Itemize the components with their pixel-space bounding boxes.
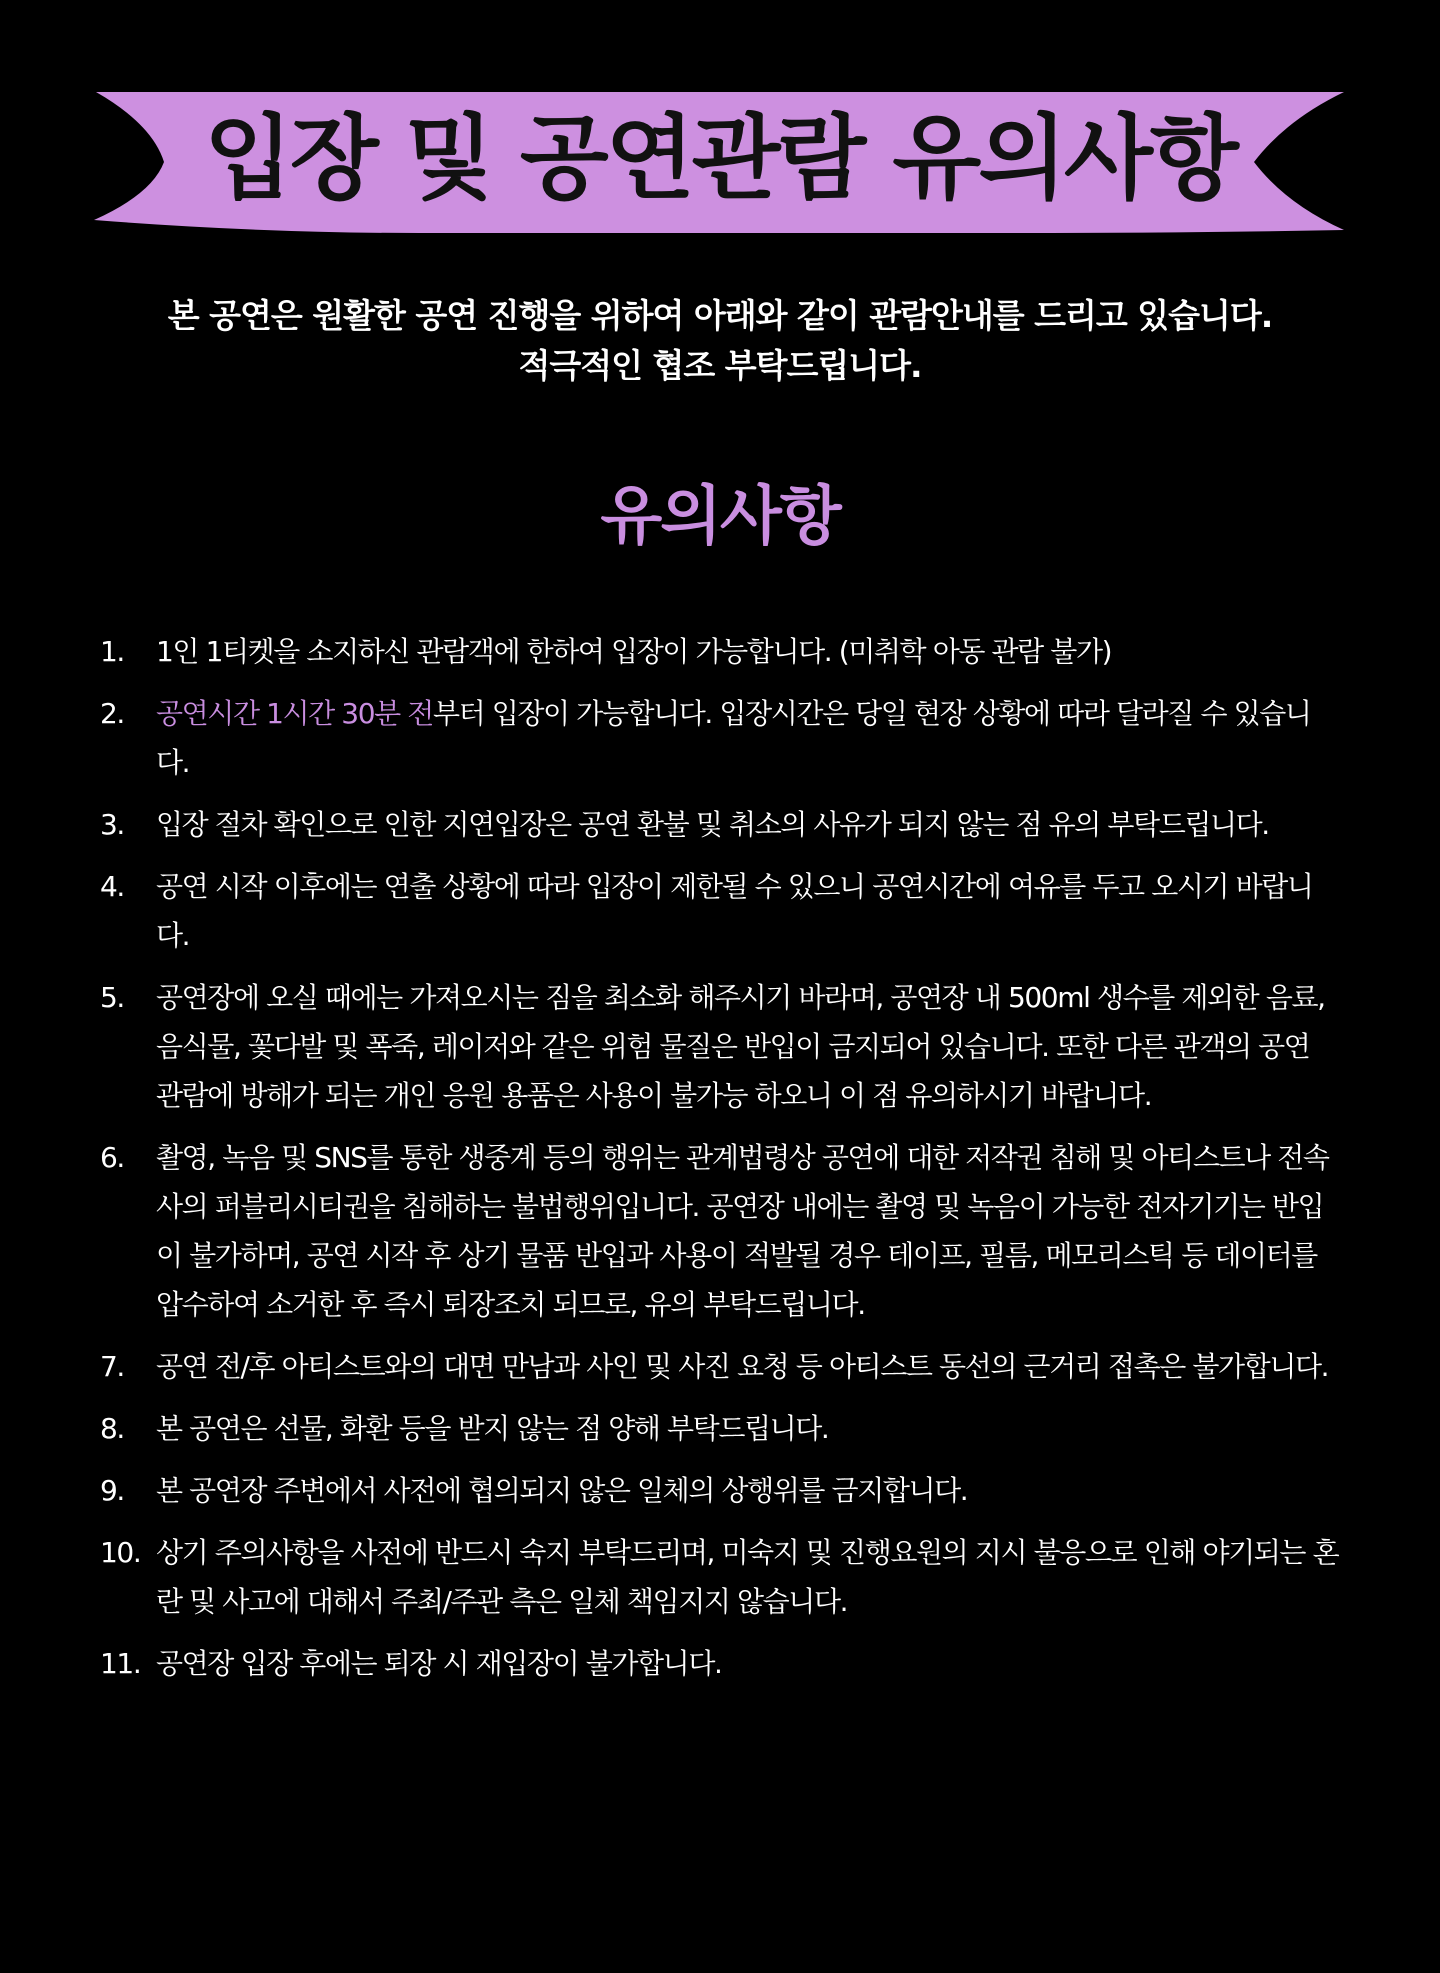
notice-number: 7. — [100, 1350, 124, 1383]
notice-number: 3. — [100, 808, 124, 841]
notice-text: 공연장에 오실 때에는 가져오시는 짐을 최소화 해주시기 바라며, 공연장 내 500ml 생수를 제외한 음료, 음식물, 꽃다발 및 폭죽, 레이저와 같은 위험 물질은 반입이 금지되어 있습니다. 또한 다른 관객의 공연 관람에 방해가 되는 개인 응원 용품은 사용이 불가능 하오니 이 점 유의하시기 바랍니다. — [156, 981, 1325, 1112]
intro-line-2: 적극적인 협조 부탁드립니다. — [518, 346, 922, 385]
notice-text: 본 공연은 선물, 화환 등을 받지 않는 점 양해 부탁드립니다. — [156, 1412, 829, 1445]
notice-number: 9. — [100, 1474, 124, 1507]
notice-number: 1. — [100, 635, 124, 668]
notice-item-6 — [100, 1133, 1340, 1329]
notice-text-rest: 부터 입장이 가능합니다. 입장시간은 당일 현장 상황에 따라 달라질 수 있습니다. — [156, 697, 1311, 779]
notice-number: 8. — [100, 1412, 124, 1445]
notice-number: 11. — [100, 1647, 141, 1680]
highlighted-time: 공연시간 1시간 30분 전 — [156, 697, 433, 730]
notice-number: 6. — [100, 1141, 124, 1174]
notice-item-10 — [100, 1528, 1340, 1626]
notice-number: 2. — [100, 697, 124, 730]
section-heading: 유의사항 — [600, 480, 840, 554]
notice-text: 공연 시작 이후에는 연출 상황에 따라 입장이 제한될 수 있으니 공연시간에 여유를 두고 오시기 바랍니다. — [156, 870, 1313, 952]
intro-text — [0, 291, 1440, 391]
notice-text: 촬영, 녹음 및 SNS를 통한 생중계 등의 행위는 관계법령상 공연에 대한 저작권 침해 및 아티스트나 전속사의 퍼블리시티권을 침해하는 불법행위입니다. 공연장 내에는 촬영 및 녹음이 가능한 전자기기는 반입이 불가하며, 공연 시작 후 상기 물품 반입과 사용이 적발될 경우 테이프, 필름, 메모리스틱 등 데이터를 압수하여 소거한 후 즉시 퇴장조치 되므로, 유의 부탁드립니다. — [156, 1141, 1329, 1321]
notice-item-7 — [100, 1342, 1340, 1391]
notice-text: 본 공연장 주변에서 사전에 협의되지 않은 일체의 상행위를 금지합니다. — [156, 1474, 968, 1507]
notice-text: 1인 1티켓을 소지하신 관람객에 한하여 입장이 가능합니다. (미취학 아동 관람 불가) — [156, 635, 1112, 668]
notice-text: 공연 전/후 아티스트와의 대면 만남과 사인 및 사진 요청 등 아티스트 동선의 근거리 접촉은 불가합니다. — [156, 1350, 1329, 1383]
notice-item-1 — [100, 627, 1340, 676]
page-title: 입장 및 공연관람 유의사항 — [204, 105, 1236, 212]
notice-item-4 — [100, 862, 1340, 960]
notice-item-8 — [100, 1404, 1340, 1453]
notice-text: 입장 절차 확인으로 인한 지연입장은 공연 환불 및 취소의 사유가 되지 않는 점 유의 부탁드립니다. — [156, 808, 1269, 841]
notice-text — [156, 697, 1311, 779]
intro-line-1: 본 공연은 원활한 공연 진행을 위하여 아래와 같이 관람안내를 드리고 있습니다. — [167, 296, 1273, 335]
notice-item-9 — [100, 1466, 1340, 1515]
notice-item-2 — [100, 689, 1340, 787]
title-banner — [90, 90, 1350, 235]
notice-number: 4. — [100, 870, 124, 903]
notice-number: 10. — [100, 1536, 141, 1569]
notice-item-5 — [100, 973, 1340, 1120]
notice-list — [100, 627, 1340, 1701]
notice-number: 5. — [100, 981, 124, 1014]
notice-item-11 — [100, 1639, 1340, 1688]
notice-text: 공연장 입장 후에는 퇴장 시 재입장이 불가합니다. — [156, 1647, 722, 1680]
notice-item-3 — [100, 800, 1340, 849]
notice-text: 상기 주의사항을 사전에 반드시 숙지 부탁드리며, 미숙지 및 진행요원의 지시 불응으로 인해 야기되는 혼란 및 사고에 대해서 주최/주관 측은 일체 책임지지 않습니다. — [156, 1536, 1339, 1618]
